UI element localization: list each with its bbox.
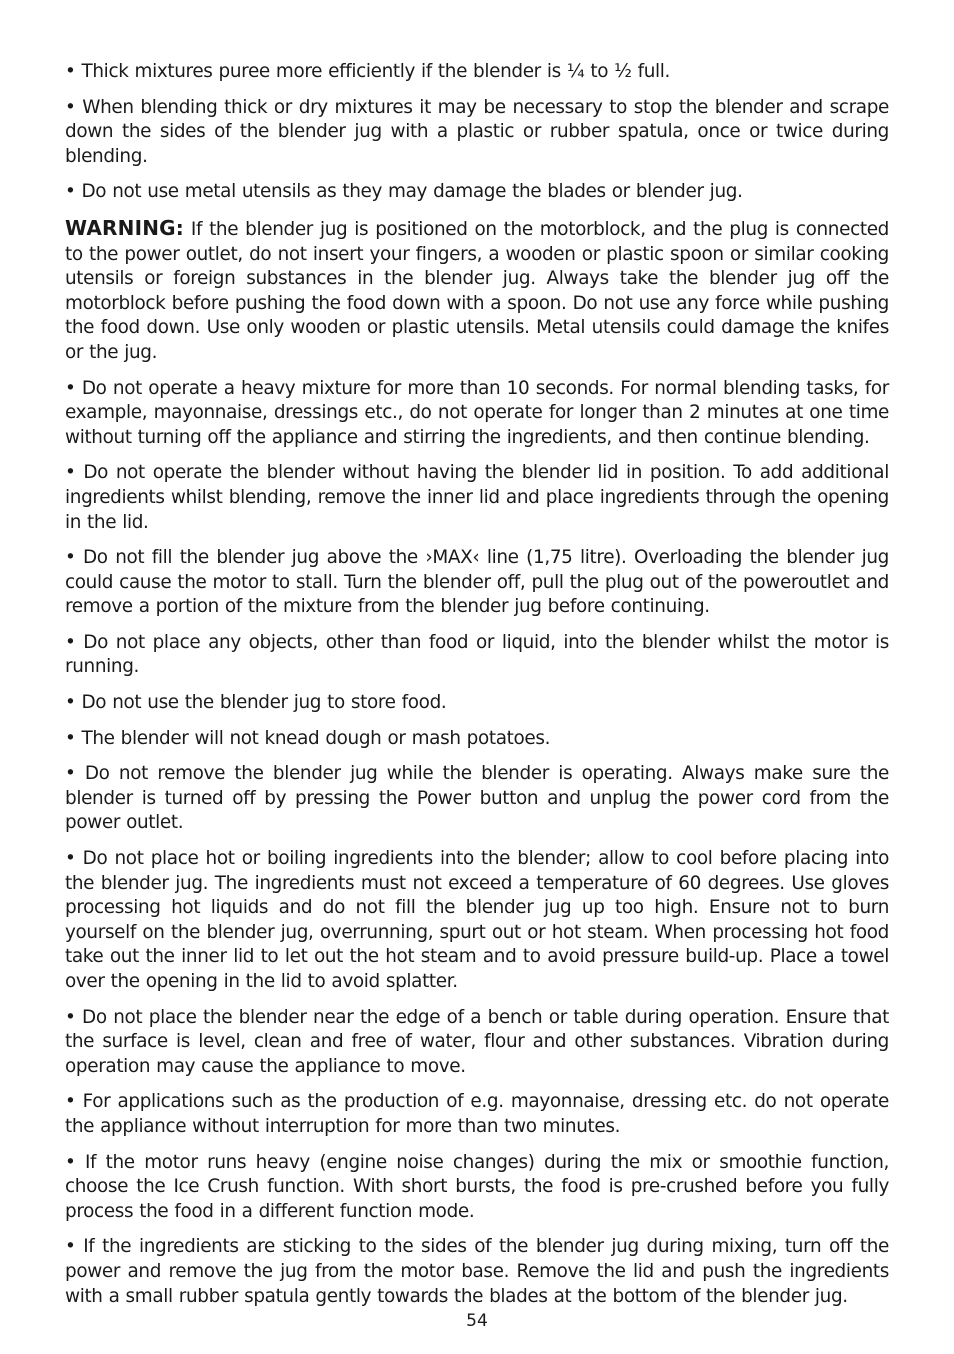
manual-body	[65, 60, 889, 1320]
bullet-sticking-ingredients: • If the ingredients are sticking to the sides of the blender jug during mixing, turn off the power and remove the jug from the motor base. Remove the lid and push the ingredients with a small rubber spatula gently towards the blades at the bottom of the blender jug.	[65, 1236, 889, 1307]
warning-label: WARNING:	[65, 215, 184, 240]
bullet-ice-crush: • If the motor runs heavy (engine noise changes) during the mix or smoothie function, choose the Ice Crush function. With short bursts, the food is pre-crushed before you fully process the food in a different function mode.	[65, 1151, 889, 1222]
bullet-heavy-mixture: • Do not operate a heavy mixture for more than 10 seconds. For normal blending tasks, for example, mayonnaise, dressings etc., do not operate for longer than 2 minutes at one time without turning off the appliance and stirring the ingredients, and then continue blending.	[65, 377, 889, 448]
bullet-metal-utensils: • Do not use metal utensils as they may damage the blades or blender jug.	[65, 181, 743, 203]
bullet-two-minutes: • For applications such as the production of e.g. mayonnaise, dressing etc. do not operate the appliance without interruption for more than two minutes.	[65, 1091, 889, 1137]
page-number: 54	[466, 1311, 488, 1331]
warning-paragraph	[65, 216, 889, 366]
bullet-lid-in-position: • Do not operate the blender without having the blender lid in position. To add additional ingredients whilst blending, remove the inner lid and place ingredients through the opening in the lid.	[65, 462, 889, 533]
bullet-hot-ingredients: • Do not place hot or boiling ingredients into the blender; allow to cool before placing into the blender jug. The ingredients must not exceed a temperature of 60 degrees. Use gloves processing hot liquids and do not fill the blender jug up too high. Ensure not to burn yourself on the blender jug, overrunning, spurt out or hot steam. When processing hot food take out the inner lid to let out the hot steam and to avoid pressure build-up. Place a towel over the opening in the lid to avoid splatter.	[65, 848, 889, 992]
bullet-max-line: • Do not fill the blender jug above the ›MAX‹ line (1,75 litre). Overloading the blender jug could cause the motor to stall. Turn the blender off, pull the plug out of the poweroutlet and remove a portion of the mixture from the blender jug before continuing.	[65, 547, 889, 618]
bullet-no-dough: • The blender will not knead dough or mash potatoes.	[65, 727, 551, 749]
warning-text: If the blender jug is positioned on the motorblock, and the plug is connected to the power outlet, do not insert your fingers, a wooden or plastic spoon or similar cooking utensils or foreign substances in the blender jug. Always take the blender jug off the motorblock before pushing the food down with a spoon. Do not use any force while pushing the food down. Use only wooden or plastic utensils. Metal utensils could damage the knifes or the jug.	[65, 218, 889, 363]
bullet-no-storage: • Do not use the blender jug to store food.	[65, 692, 447, 714]
bullet-bench-edge: • Do not place the blender near the edge of a bench or table during operation. Ensure that the surface is level, clean and free of water, flour and other substances. Vibration during operation may cause the appliance to move.	[65, 1006, 889, 1077]
bullet-remove-jug: • Do not remove the blender jug while the blender is operating. Always make sure the blender is turned off by pressing the Power button and unplug the power cord from the power outlet.	[65, 763, 889, 834]
bullet-thick-mixtures: • Thick mixtures puree more efficiently if the blender is ¼ to ½ full.	[65, 61, 671, 82]
bullet-no-objects: • Do not place any objects, other than food or liquid, into the blender whilst the motor is running.	[65, 631, 889, 678]
bullet-scrape-down: • When blending thick or dry mixtures it may be necessary to stop the blender and scrape down the sides of the blender jug with a plastic or rubber spatula, once or twice during blending.	[65, 96, 889, 167]
